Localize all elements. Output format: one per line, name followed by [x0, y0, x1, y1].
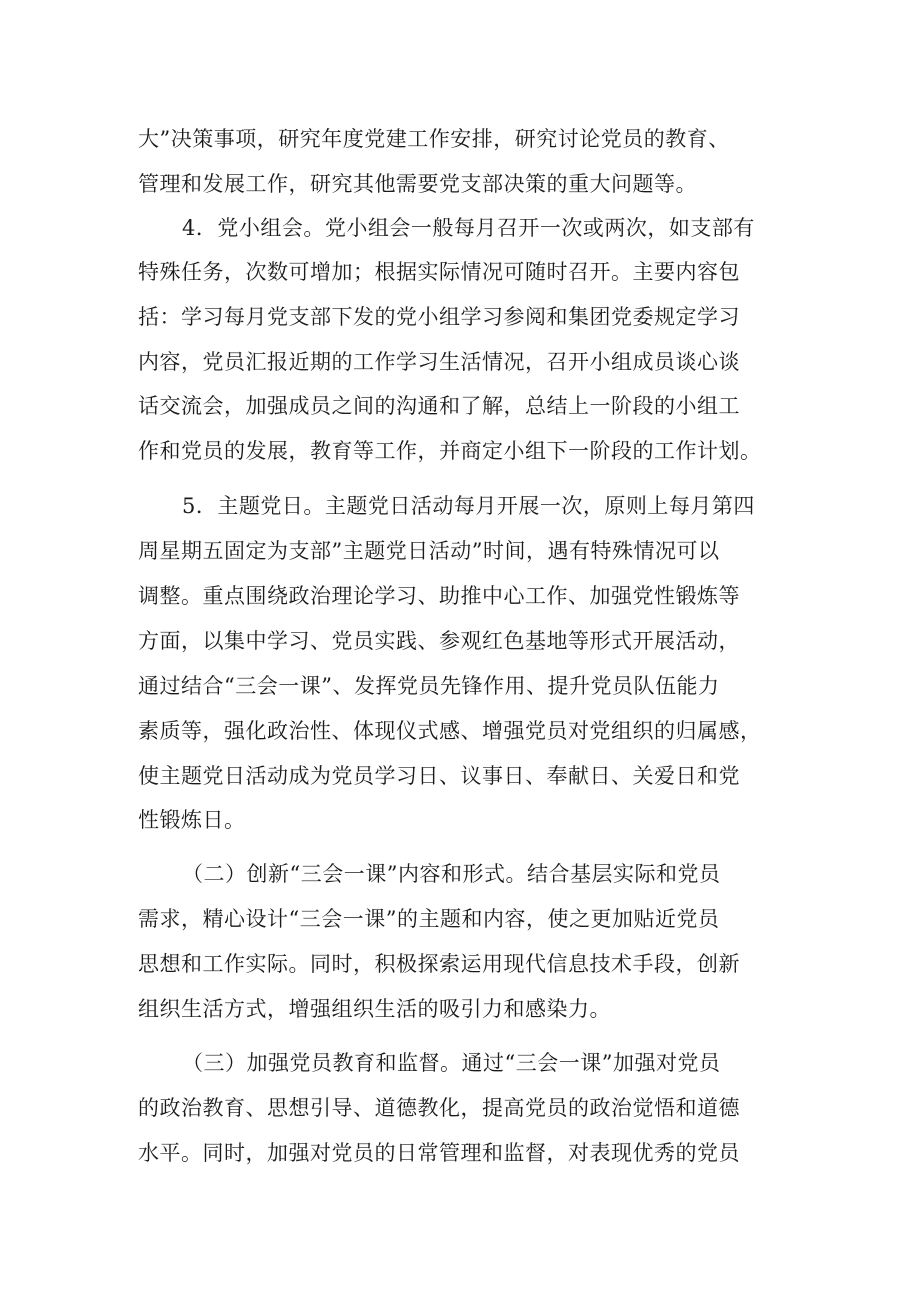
text-line: 5．主题党日。主题党日活动每月开展一次，原则上每月第四 [182, 494, 755, 518]
text-line: 括：学习每月党支部下发的党小组学习参阅和集团党委规定学习 [138, 305, 740, 329]
text-line: 水平。同时，加强对党员的日常管理和监督，对表现优秀的党员 [138, 1141, 740, 1165]
text-line: 的政治教育、思想引导、道德教化，提高党员的政治觉悟和道德 [138, 1096, 740, 1120]
text-line: （二）创新“三会一课”内容和形式。结合基层实际和党员 [182, 862, 721, 886]
text-line: 性锻炼日。 [138, 808, 246, 832]
text-line: 管理和发展工作，研究其他需要党支部决策的重大问题等。 [138, 172, 697, 196]
text-line: 周星期五固定为支部”主题党日活动”时间，遇有特殊情况可以 [138, 539, 720, 563]
text-line: 话交流会，加强成员之间的沟通和了解，总结上一阶段的小组工 [138, 394, 740, 418]
text-line: 使主题党日活动成为党员学习日、议事日、奉献日、关爱日和党 [138, 764, 740, 788]
text-line: 素质等，强化政治性、体现仪式感、增强党员对党组织的归属感， [138, 719, 762, 743]
text-line: 方面，以集中学习、党员实践、参观红色基地等形式开展活动， [138, 629, 740, 653]
text-line: 内容，党员汇报近期的工作学习生活情况，召开小组成员谈心谈 [138, 350, 740, 374]
text-line: 作和党员的发展，教育等工作，并商定小组下一阶段的工作计划。 [138, 439, 762, 463]
text-line: 思想和工作实际。同时，积极探索运用现代信息技术手段，创新 [138, 952, 740, 976]
text-line: 调整。重点围绕政治理论学习、助推中心工作、加强党性锻炼等 [138, 584, 740, 608]
text-line: 组织生活方式，增强组织生活的吸引力和感染力。 [138, 997, 611, 1021]
text-line: 4．党小组会。党小组会一般每月召开一次或两次，如支部有 [182, 216, 755, 240]
text-line: 特殊任务，次数可增加；根据实际情况可随时召开。主要内容包 [138, 260, 740, 284]
text-line: 需求，精心设计“三会一课”的主题和内容，使之更加贴近党员 [138, 907, 720, 931]
text-line: 大”决策事项，研究年度党建工作安排，研究讨论党员的教育、 [138, 127, 730, 151]
text-line: （三）加强党员教育和监督。通过“三会一课”加强对党员 [182, 1051, 721, 1075]
text-line: 通过结合“三会一课”、发挥党员先锋作用、提升党员队伍能力 [138, 674, 720, 698]
